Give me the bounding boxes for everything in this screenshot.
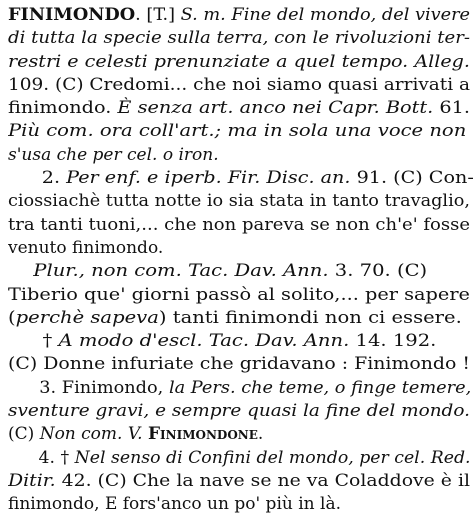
entry-line: [8, 423, 470, 446]
entry-text: Ditir.: [8, 470, 56, 491]
entry-line: [8, 97, 476, 120]
entry-text: finimondo.: [8, 98, 118, 119]
entry-text: venuto finimondo.: [8, 237, 164, 258]
entry-text: 2.: [41, 168, 67, 189]
entry-text: FINIMONDO: [8, 5, 136, 25]
entry-text: 4. †: [38, 447, 75, 468]
entry-line: [8, 260, 476, 283]
entry-text: Non com. V.: [39, 424, 143, 445]
entry-text: 42. (C) Che la nave se ne va Coladdove è il: [55, 470, 471, 491]
entry-line: [8, 120, 476, 143]
entry-text: Tiberio que' giorni passò al solito,... per sapere: [8, 284, 470, 305]
entry-text: 91. (C) Con-: [350, 168, 474, 189]
entry-text: (C) Donne infuriate che gridavano : Finimondo !: [8, 354, 471, 375]
entry-line: [8, 330, 476, 353]
entry-text: di tutta la specie sulla terra, con le rivoluzioni ter-: [8, 28, 471, 49]
entry-text: (C): [8, 424, 40, 445]
entry-text: †: [42, 331, 59, 352]
entry-line: [8, 167, 476, 190]
entry-text: perchè sapeva: [15, 307, 159, 328]
entry-line: [8, 470, 476, 493]
entry-text: restri e celesti prenunziate a quel tempo. Alleg.: [8, 51, 470, 72]
entry-text: 3. Finimondo,: [39, 377, 169, 398]
entry-text: Plur., non com. Tac. Dav. Ann.: [33, 261, 329, 282]
entry-text: Finimondone: [147, 424, 258, 445]
entry-line: [8, 400, 476, 423]
entry-text: .: [257, 424, 264, 445]
entry-line: [8, 214, 476, 237]
entry-line: [8, 447, 476, 470]
entry-text: 3. 70. (C): [328, 261, 428, 282]
entry-line: [8, 144, 470, 167]
entry-text: (: [8, 307, 16, 328]
entry-text: la Pers. che teme, o finge temere,: [168, 377, 472, 398]
entry-text: finimondo, E fors'anco un po' più in là.: [8, 494, 341, 515]
entry-text: S. m. Fine del mondo, del vivere: [180, 5, 471, 25]
entry-line: [8, 27, 476, 50]
entry-line: [8, 4, 476, 27]
entry-text: ciossiachè tutta notte io sia stata in tanto travaglio,: [8, 191, 470, 212]
entry-text: Nel senso di Confini del mondo, per cel. Red.: [74, 447, 471, 468]
entry-line: [8, 493, 470, 516]
entry-line: [8, 51, 476, 74]
entry-text: s'usa che per cel. o iron.: [8, 144, 219, 165]
entry-text: A modo d'escl. Tac. Dav. Ann.: [58, 331, 350, 352]
entry-text: Più com. ora coll'art.; ma in sola una voce non: [8, 121, 467, 142]
entry-text: sventure gravi, e sempre quasi la fine del mondo.: [8, 401, 471, 422]
entry-line: [8, 353, 476, 376]
entry-line: [8, 190, 476, 213]
entry-text: 14. 192.: [349, 331, 437, 352]
entry-line: [8, 284, 476, 307]
entry-line: [8, 74, 476, 97]
entry-text: . [T.]: [135, 5, 181, 25]
entry-text: ) tanti finimondi non ci essere.: [158, 307, 462, 328]
entry-text: 109. (C) Credomi... che noi siamo quasi arrivati a: [8, 74, 471, 95]
entry-text: Per enf. e iperb. Fir. Disc. an.: [66, 168, 351, 189]
entry-text: 61.: [433, 98, 470, 119]
entry-line: [8, 307, 476, 330]
entry-text: tra tanti tuoni,... che non pareva se non ch'e' fosse: [8, 214, 470, 235]
entry-text: È senza art. anco nei Capr. Bott.: [117, 98, 434, 119]
entry-line: [8, 237, 470, 260]
entry-line: [8, 377, 476, 400]
